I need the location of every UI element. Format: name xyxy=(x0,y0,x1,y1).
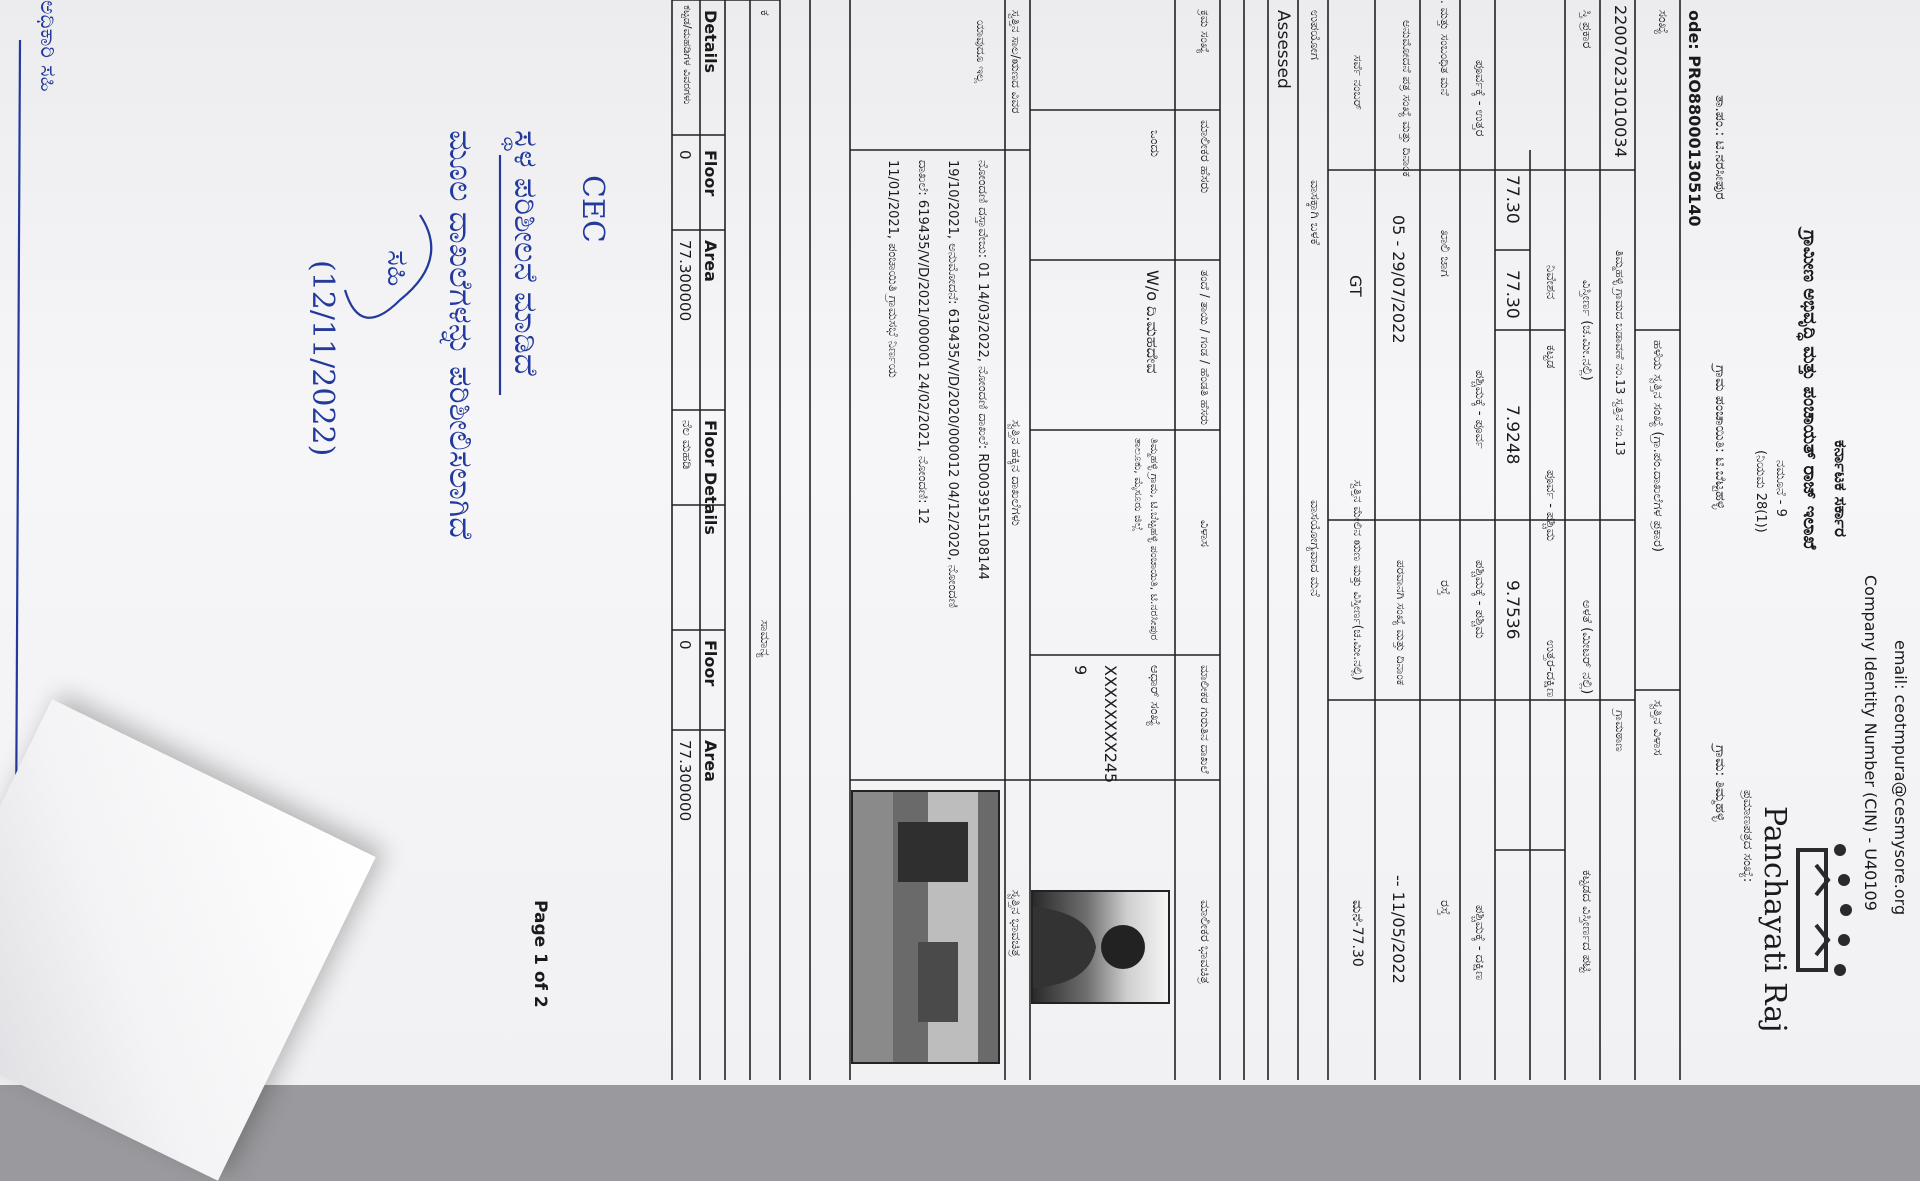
panchayati-raj-logo xyxy=(1742,780,1852,1040)
north-label: ಪಶ್ಚಿಮಕ್ಕೆ - ಪಶ್ಚಿಮ xyxy=(1472,560,1487,639)
length-ns-value: 9.7536 xyxy=(1502,580,1522,640)
misc-label: ಕ xyxy=(757,10,772,16)
site-label: ನಿವೇಶನ xyxy=(1543,265,1558,300)
owner-photo-header: ಮಾಲೀಕರ ಭಾವಚಿತ್ರ xyxy=(1197,900,1212,984)
survey-value: ಮನೆ-77.30 xyxy=(1349,900,1365,967)
rule-number: (ನಿಯಮ 28(1)) xyxy=(1753,450,1768,533)
length-ew-value: 7.9248 xyxy=(1502,405,1522,465)
gov-title: ಕರ್ನಾಟಕ ಸರ್ಕಾರ xyxy=(1830,440,1850,538)
floor-details-header: Floor Details xyxy=(701,420,720,535)
email-text: email: ceotmpura@cesmysore.org xyxy=(1891,640,1910,916)
south-label: ಪಶ್ಚಿಮಕ್ಕೆ - ದಕ್ಷಿಣ xyxy=(1472,905,1487,981)
dimensions-label: ಅಳತೆ (ಮೀಟರ್ ನಲ್ಲಿ) xyxy=(1579,600,1594,695)
docs-left-value: ಯಾವುದೂ ಇಲ್ಲ xyxy=(974,20,988,84)
owner-name-header: ಮಾಲೀಕರ ಹೆಸರು xyxy=(1197,120,1212,194)
floor-details-value: ನೆಲ ಮಹಡಿ xyxy=(679,420,694,470)
details-label: Details xyxy=(701,10,720,74)
boundary-north-value: ರಸ್ತೆ xyxy=(1437,580,1452,596)
person-photo-icon xyxy=(1033,892,1168,1002)
docs-line-4: 11/01/2021, ಪಂಚಾಯಿತಿ ಗ್ರಾಮಸಭೆ ನಿರ್ಣಯ xyxy=(885,160,900,378)
handwritten-date: (12/11/2022) xyxy=(305,260,340,457)
old-number-value: ತಿಮ್ಮಹಳ್ಳಿ ಗ್ರಾಮದ ಬಡಾವಣೆ ನಂ.13 ಸ್ವತ್ತಿನ ನಂ.13 xyxy=(1613,250,1627,456)
east-label: ಪೂರ್ವಕ್ಕೆ - ಉತ್ತರ xyxy=(1472,60,1487,137)
docs-right-header: ಸ್ವತ್ತಿನ ಭಾವಚಿತ್ರ xyxy=(1008,890,1023,957)
license-label: ಪರವಾನಗಿ ಸಂಖ್ಯೆ ಮತ್ತು ದಿನಾಂಕ xyxy=(1394,560,1408,686)
handwritten-mark: CEC xyxy=(575,175,610,243)
details-sub-label: ಕಟ್ಟಡ/ಮಹಡಿಗಳ ವಿವರಗಳು xyxy=(681,5,694,105)
logo-text: Panchayati Raj xyxy=(1757,806,1792,1033)
logo-emblem-icon xyxy=(1792,780,1852,1040)
west-label: ಪಶ್ಚಿಮಕ್ಕೆ - ಪೂರ್ವ xyxy=(1472,370,1487,449)
docs-line-2: 19/10/2021, ಅನುಮೋದನೆ: 619435/V/D/2020/000012 04/12/2020, ನೋಂದಣಿ xyxy=(945,160,960,608)
side-label: . ಮತ್ತು ಸಂಬಂಧಿತ ಮನೆ xyxy=(1438,0,1452,96)
owner-sl-header: ಕ್ರಮ ಸಂಖ್ಯೆ xyxy=(1198,10,1212,54)
ew-label: ಪೂರ್ವ - ಪಶ್ಚಿಮ xyxy=(1543,470,1558,542)
owner-address-value: ತಿಮ್ಮಹಳ್ಳಿ ಗ್ರಾಮ, ಟಿ.ಬೆಟ್ಟಹಳ್ಳಿ ಪಂಚಾಯಿತಿ, ಟಿ.ನರಸೀಪುರ ತಾಲೂಕು, ಮೈಸೂರು ಜಿಲ್ಲೆ xyxy=(1132,438,1161,641)
docs-left-header: ಸ್ವತ್ತಿನ ಸಾಲ/ಋಣದ ವಿವರ xyxy=(1009,10,1023,114)
owner-id-value-2: 9 xyxy=(1071,665,1090,676)
docs-line-3: ದಾಖಲೆ: 619435/V/D/2021/000001 24/02/2021, ನೋಂದಣಿ: 12 xyxy=(915,160,930,525)
owner-father-value: W/o ದಿ.ಮಹದೇವ xyxy=(1143,270,1162,374)
property-class-value: ವಾಸಯೋಗ್ಯವಾದ ಮನೆ xyxy=(1307,500,1322,597)
page-number: Page 1 of 2 xyxy=(530,900,550,1008)
cin-text: Company Identity Number (CIN) - U40109 xyxy=(1861,575,1880,911)
owner-photo xyxy=(1031,890,1170,1004)
assessed-text: Assessed xyxy=(1273,10,1293,89)
building-list-label: ಕಟ್ಟಡದ ವಿಸ್ತೀರ್ಣದ ಪಟ್ಟಿ xyxy=(1579,870,1594,973)
ns-label: ಉತ್ತರ-ದಕ್ಷಿಣ xyxy=(1543,640,1558,698)
form-number: ನಮೂನೆ - 9 xyxy=(1773,460,1788,517)
owner-id-value: XXXXXXXX245 xyxy=(1101,665,1120,784)
floor-value: 0 xyxy=(676,150,694,160)
property-number-label: ಸಂಖ್ಯೆ xyxy=(1655,10,1670,35)
boundary-east-value: ಖಾಲಿ ಜಾಗ xyxy=(1437,230,1452,277)
floor2-value: 0 xyxy=(676,640,694,650)
usage-label: ಉಪಯೋಗ xyxy=(1307,10,1322,60)
handwritten-line-2: ಮೂಲ ದಾಖಲೆಗಳನ್ನು ಪರಿಶೀಲಿಸಲಾಗಿದೆ xyxy=(442,130,480,540)
code-line: ode: PRO880001305140 xyxy=(1685,10,1704,227)
built-label: ಕಟ್ಟಡ xyxy=(1543,345,1558,369)
misc-value: ಸಾಮಾನ್ಯ xyxy=(757,620,772,658)
usage-value: ವಾಸಕ್ಕಾಗಿ ಬಳಕೆ xyxy=(1307,180,1322,245)
old-number-label: ಹಳೆಯ ಸ್ವತ್ತಿನ ಸಂಖ್ಯೆ (ಗ್ರಾ.ಪಂ.ದಾಖಲೆಗಳ ಪ್ರಕಾರ) xyxy=(1650,340,1665,552)
area-value: 77.300000 xyxy=(676,240,694,322)
locality-label: ಸ್ವತ್ತಿನ ವಿಳಾಸ xyxy=(1650,700,1665,756)
taluk-text: ತಾ.ಪಂ.: ಟಿ.ನರಸೀಪುರ xyxy=(1712,95,1728,200)
property-photo xyxy=(851,790,1000,1064)
dept-title: ಗ್ರಾಮೀಣ ಅಭಿವೃದ್ಧಿ ಮತ್ತು ಪಂಚಾಯತ್ ರಾಜ್ ಇಲಾಖೆ xyxy=(1799,230,1820,550)
boundary-south-value: ರಸ್ತೆ xyxy=(1437,900,1452,916)
owner-sl-value: ಒಂದು xyxy=(1147,130,1162,158)
area2-header: Area xyxy=(701,740,720,782)
house-photo-icon xyxy=(853,792,998,1062)
property-type-label: ಸ್ತಿ ಪ್ರಕಾರ xyxy=(1579,10,1594,49)
owner-id-header: ಮಾಲೀಕರ ಗುರುತಿನ ದಾಖಲೆ xyxy=(1198,665,1212,774)
docs-mid-header: ಸ್ವತ್ತಿನ ಹಕ್ಕಿನ ದಾಖಲೆಗಳು xyxy=(1008,420,1023,526)
locality-value: ಗ್ರಾಮಠಾಣ xyxy=(1613,710,1627,752)
certificate-number-label: ಪ್ರಮಾಣಪತ್ರದ ಸಂಖ್ಯೆ: xyxy=(1740,790,1755,883)
handwritten-line-1: ಸ್ಥಳ ಪರಿಶೀಲನೆ ಮಾಡಿದೆ xyxy=(507,130,545,376)
area-label: ವಿಸ್ತೀರ್ಣ (ಚ.ಮೀ.ನಲ್ಲಿ) xyxy=(1579,280,1594,381)
survey-label: ಸ್ವತ್ತಿನ ಮೇಲಿನ ಋಣ ಮತ್ತು ವಿಸ್ತೀರ್ಣ(ಚ.ಮೀ.ನಲ್ಲಿ) xyxy=(1351,480,1365,681)
owner-address-header: ವಿಳಾಸ xyxy=(1197,520,1212,547)
area-header: Area xyxy=(701,240,720,282)
owner-father-header: ತಂದೆ / ತಾಯಿ / ಗಂಡ / ಹೆಂಡತಿ ಹೆಸರು xyxy=(1198,270,1212,426)
property-id-value: 220070231010034 xyxy=(1611,5,1630,158)
gt-label: ಸರ್ವೆ ನಂಬರ್ xyxy=(1351,55,1365,110)
handwritten-footer: ಅಧಿಕಾರಿ ಸಹಿ xyxy=(35,0,60,92)
built-area-value: 77.30 xyxy=(1502,270,1522,319)
handwritten-signature: ಸಹಿ xyxy=(380,250,415,287)
license-value: -- 11/05/2022 xyxy=(1389,875,1408,984)
tax-value: 05 - 29/07/2022 xyxy=(1389,215,1408,344)
docs-line-1: ನೋಂದಣಿ ದಸ್ತಾವೇಜು: 01 14/03/2022, ನೋಂದಣಿ ದಾಖಲೆ: RD0039151108144 xyxy=(975,160,990,580)
floor-header: Floor xyxy=(701,150,720,197)
village-text: ಗ್ರಾಮ: ತಿಮ್ಮಹಳ್ಳಿ xyxy=(1712,745,1728,822)
tax-label: ಅನುಮೋದನೆ ಪತ್ರ ಸಂಖ್ಯೆ ಮತ್ತು ದಿನಾಂಕ xyxy=(1400,20,1414,177)
area2-value: 77.300000 xyxy=(676,740,694,822)
grama-panchayat-text: ಗ್ರಾಮ ಪಂಚಾಯಿತಿ: ಟಿ.ಬೆಟ್ಟಹಳ್ಳಿ xyxy=(1712,365,1728,510)
owner-id-type: ಆಧಾರ್ ಸಂಖ್ಯೆ xyxy=(1147,665,1162,727)
floor2-header: Floor xyxy=(701,640,720,687)
site-area-value: 77.30 xyxy=(1502,175,1522,224)
gt-value: GT xyxy=(1346,275,1365,297)
